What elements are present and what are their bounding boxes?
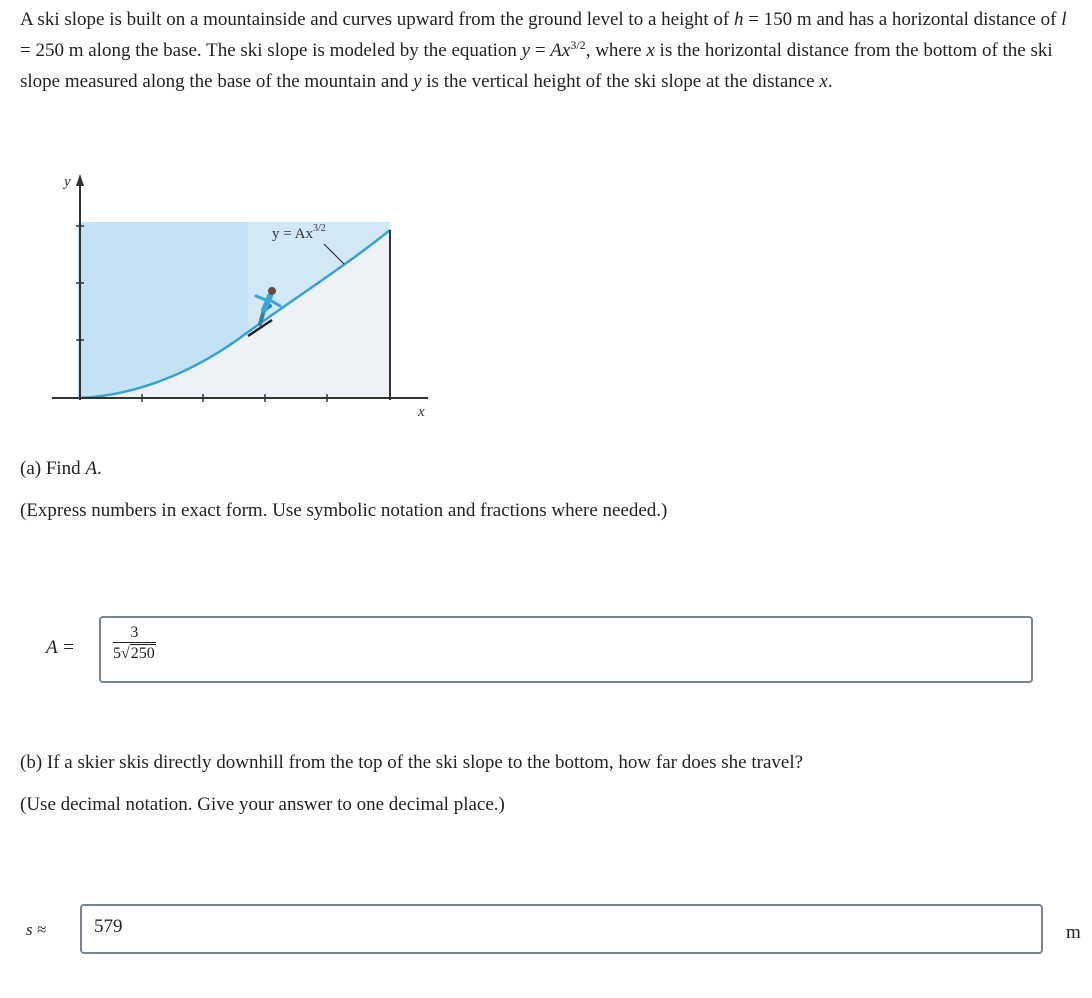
intro-text: = 150 m and has a horizontal distance of [743, 9, 1062, 30]
intro-text: A ski slope is built on a mountainside and curves upward from the ground level to a height of [20, 9, 734, 30]
intro-text: is the horizontal distance from the bottom of the ski slope measured along the base of the mountain and [20, 40, 1053, 92]
var-y: y [413, 71, 422, 92]
equation-Ax: Ax [550, 40, 571, 61]
curve-label-exponent: 3/2 [312, 223, 326, 234]
answer-b-unit: m [1066, 922, 1081, 943]
var-l: l [1061, 9, 1067, 30]
part-b-instructions: (Use decimal notation. Give your answer to one decimal place.) [20, 794, 505, 815]
answer-a-fraction [113, 624, 156, 664]
answer-b-input[interactable] [80, 904, 1043, 954]
var-y: y [521, 40, 531, 61]
x-axis-label: x [418, 404, 425, 420]
intro-text: is the vertical height of the ski slope at the distance [421, 71, 820, 92]
part-a-prompt-end: . [97, 458, 102, 479]
fraction-denominator [113, 642, 156, 664]
curve-label-text: y = Ax [272, 226, 313, 242]
denominator-coefficient: 5 [113, 645, 121, 662]
answer-b-label: s ≈ [26, 920, 47, 939]
fraction-numerator: 3 [130, 624, 139, 641]
y-axis-label: y [64, 174, 71, 190]
part-b-prompt: (b) If a skier skis directly downhill from the top of the ski slope to the bottom, how far does she travel? [20, 752, 804, 773]
var-x: x [646, 40, 655, 61]
var-h: h [733, 9, 744, 30]
sqrt-icon: √ [121, 645, 130, 662]
part-a-instructions: (Express numbers in exact form. Use symbolic notation and fractions where needed.) [20, 500, 668, 521]
intro-text: = [530, 40, 551, 61]
part-a-prompt [20, 456, 102, 482]
ski-slope-figure [48, 160, 448, 430]
equation-exponent: 3/2 [570, 38, 586, 52]
part-a-prompt-text: (a) Find [20, 458, 86, 479]
answer-b-value: 579 [94, 916, 123, 937]
intro-text: , where [585, 40, 647, 61]
answer-a-label: A = [46, 637, 75, 658]
intro-text: . [827, 71, 833, 92]
answer-a-input[interactable] [99, 616, 1033, 683]
problem-statement [20, 4, 1080, 97]
intro-text: = 250 m along the base. The ski slope is modeled by the equation [20, 40, 522, 61]
part-a-var: A [85, 458, 98, 479]
var-x: x [819, 71, 828, 92]
radicand: 250 [130, 645, 155, 662]
